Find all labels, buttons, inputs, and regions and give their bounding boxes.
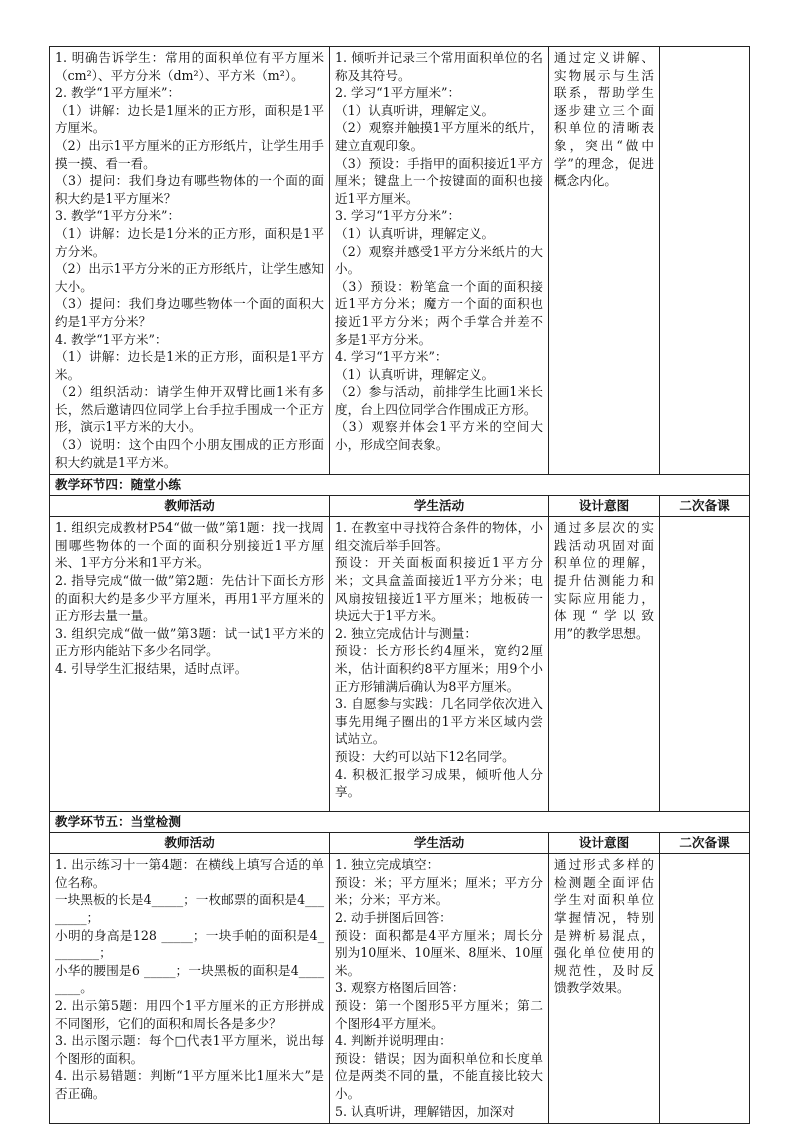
list-item: （1）认真听讲，理解定义。 bbox=[335, 102, 495, 118]
list-item: 4. 积极汇报学习成果，倾听他人分享。 bbox=[335, 766, 543, 800]
section4-header-row bbox=[50, 496, 750, 517]
list-item: （1）讲解：边长是1分米的正方形，面积是1平方分米。 bbox=[55, 225, 324, 259]
list-item: 预设：第一个图形5平方厘米；第二个图形4平方厘米。 bbox=[335, 998, 543, 1031]
list-item: （3）提问：我们身边有哪些物体的一个面的面积大约是1平方厘米？ bbox=[55, 173, 324, 206]
list-item: 4. 学习“1平方米”： bbox=[335, 349, 448, 365]
list-item: （2）出示1平方厘米的正方形纸片，让学生用手摸一摸、看一看。 bbox=[55, 137, 324, 171]
section4-title: 教学环节四：随堂小练 bbox=[50, 475, 750, 496]
header-student: 学生活动 bbox=[330, 833, 549, 854]
list-item: 预设：错误；因为面积单位和长度单位是两类不同的量，不能直接比较大小。 bbox=[335, 1050, 543, 1101]
list-item: 4. 出示易错题：判断“1平方厘米比1厘米大”是否正确。 bbox=[55, 1068, 324, 1101]
list-item: 2. 教学“1平方厘米”： bbox=[55, 85, 181, 101]
section5-title-row bbox=[50, 812, 750, 833]
section4-teacher-cell bbox=[50, 517, 330, 812]
block1-teacher-cell bbox=[50, 47, 330, 475]
design-intent-text: 通过定义讲解、实物展示与生活联系，帮助学生逐步建立三个面积单位的清晰表象，突出“做中学”的理念，促进概念内化。 bbox=[554, 50, 654, 189]
list-item: 2. 学习“1平方厘米”： bbox=[335, 85, 461, 101]
list-item: 预设：米；平方厘米；厘米；平方分米；分米；平方米。 bbox=[335, 874, 543, 908]
list-item: （1）认真听讲，理解定义。 bbox=[335, 225, 495, 241]
section4-student-cell bbox=[330, 517, 549, 812]
section5-teacher-cell bbox=[50, 854, 330, 1124]
list-item: 4. 判断并说明理由： bbox=[335, 1033, 452, 1049]
list-item: 预设：大约可以站下12名同学。 bbox=[335, 748, 515, 764]
list-item: 3. 组织完成“做一做”第3题：试一试1平方米的正方形内能站下多少名同学。 bbox=[55, 625, 324, 659]
section5-intent-cell bbox=[549, 854, 660, 1124]
lesson-plan-page bbox=[49, 46, 749, 1124]
list-item: （2）参与活动，前排学生比画1米长度，台上四位同学合作围成正方形。 bbox=[335, 384, 543, 417]
design-intent-text: 通过形式多样的检测题全面评估学生对面积单位掌握情况，特别是辨析易混点，强化单位使用的规范性，及时反馈教学效果。 bbox=[554, 857, 654, 996]
list-item: 1. 在教室中寻找符合条件的物体，小组交流后举手回答。 bbox=[335, 520, 543, 553]
list-item: （3）观察并体会1平方米的空间大小，形成空间表象。 bbox=[335, 419, 543, 453]
section4-title-row bbox=[50, 475, 750, 496]
list-item: 4. 引导学生汇报结果，适时点评。 bbox=[55, 661, 248, 676]
list-item: 预设：开关面板面积接近1平方分米；文具盒盖面接近1平方分米；电风扇按钮接近1平方厘米；地板砖一块远大于1平方米。 bbox=[335, 555, 543, 624]
section4-content-row bbox=[50, 517, 750, 812]
block1-secondary-cell bbox=[660, 47, 750, 475]
header-secondary: 二次备课 bbox=[660, 833, 750, 854]
section5-student-cell bbox=[330, 854, 549, 1124]
list-item: 一块黑板的长是4_____；一枚邮票的面积是4________； bbox=[55, 892, 324, 926]
list-item: 预设：面积都是4平方厘米；周长分别为10厘米、10厘米、8厘米、10厘米。 bbox=[335, 927, 543, 978]
list-item: 小华的腰围是6 _____；一块黑板的面积是4________。 bbox=[55, 962, 324, 996]
section4-secondary-cell bbox=[660, 517, 750, 812]
header-student: 学生活动 bbox=[330, 496, 549, 517]
section4-intent-cell bbox=[549, 517, 660, 812]
header-teacher: 教师活动 bbox=[50, 496, 330, 517]
list-item: 1. 独立完成填空： bbox=[335, 857, 440, 873]
list-item: （3）预设：粉笔盒一个面的面积接近1平方分米；魔方一个面的面积也接近1平方分米；两个手掌合并差不多是1平方分米。 bbox=[335, 278, 543, 347]
list-item: 1. 组织完成教材P54“做一做”第1题：找一找周围哪些物体的一个面的面积分别接近1平方厘米、1平方分米和1平方米。 bbox=[55, 520, 324, 571]
block1-student-cell bbox=[330, 47, 549, 475]
list-item: 3. 自愿参与实践：几名同学依次进入事先用绳子圈出的1平方米区域内尝试站立。 bbox=[335, 696, 543, 747]
list-item: （2）出示1平方分米的正方形纸片，让学生感知大小。 bbox=[55, 261, 324, 294]
list-item: 小明的身高是128 _____；一块手帕的面积是4________； bbox=[55, 927, 324, 961]
header-teacher: 教师活动 bbox=[50, 833, 330, 854]
list-item: 1. 出示练习十一第4题：在横线上填写合适的单位名称。 bbox=[55, 857, 324, 890]
list-item: （3）说明：这个由四个小朋友围成的正方形面积大约就是1平方米。 bbox=[55, 437, 324, 470]
list-item: 1. 明确告诉学生：常用的面积单位有平方厘米（cm²）、平方分米（dm²）、平方米（m²）。 bbox=[55, 50, 324, 83]
list-item: 2. 动手拼图后回答： bbox=[335, 910, 452, 926]
design-intent-text: 通过多层次的实践活动巩固对面积单位的理解，提升估测能力和实际应用能力，体现“学以致用”的教学思想。 bbox=[554, 520, 654, 641]
lesson-plan-table bbox=[49, 46, 750, 1124]
list-item: （2）观察并触摸1平方厘米的纸片，建立直观印象。 bbox=[335, 120, 543, 153]
list-item: （2）组织活动：请学生伸开双臂比画1米有多长，然后邀请四位同学上台手拉手围成一个正方形，演示1平方米的大小。 bbox=[55, 384, 324, 435]
header-intent: 设计意图 bbox=[549, 496, 660, 517]
list-item: （1）讲解：边长是1米的正方形，面积是1平方米。 bbox=[55, 349, 324, 382]
list-item: 4. 教学“1平方米”： bbox=[55, 331, 168, 347]
section5-content-row bbox=[50, 854, 750, 1124]
list-item: （1）讲解：边长是1厘米的正方形，面积是1平方厘米。 bbox=[55, 102, 324, 136]
block1-intent-cell bbox=[549, 47, 660, 475]
section5-title: 教学环节五：当堂检测 bbox=[50, 812, 750, 833]
list-item: 5. 认真听讲，理解错因，加深对 bbox=[335, 1103, 515, 1119]
list-item: （3）预设：手指甲的面积接近1平方厘米；键盘上一个按键面的面积也接近1平方厘米。 bbox=[335, 155, 543, 206]
list-item: 1. 倾听并记录三个常用面积单位的名称及其符号。 bbox=[335, 50, 543, 83]
list-item: 3. 学习“1平方分米”： bbox=[335, 208, 461, 224]
header-secondary: 二次备课 bbox=[660, 496, 750, 517]
list-item: 3. 观察方格图后回答： bbox=[335, 980, 465, 996]
list-item: 2. 指导完成“做一做”第2题：先估计下面长方形的面积大约是多少平方厘米，再用1平方厘米的正方形去量一量。 bbox=[55, 573, 324, 624]
list-item: 预设：长方形长约4厘米，宽约2厘米，估计面积约8平方厘米；用9个小正方形铺满后确认为8平方厘米。 bbox=[335, 643, 543, 694]
list-item: 3. 出示图示题：每个□代表1平方厘米，说出每个图形的面积。 bbox=[55, 1033, 324, 1066]
block1-row bbox=[50, 47, 750, 475]
list-item: 2. 独立完成估计与测量： bbox=[335, 625, 477, 641]
list-item: （1）认真听讲，理解定义。 bbox=[335, 366, 495, 382]
list-item: 3. 教学“1平方分米”： bbox=[55, 208, 181, 224]
list-item: 2. 出示第5题：用四个1平方厘米的正方形拼成不同图形，它们的面积和周长各是多少？ bbox=[55, 998, 324, 1031]
list-item: （3）提问：我们身边哪些物体一个面的面积大约是1平方分米？ bbox=[55, 296, 324, 329]
section5-header-row bbox=[50, 833, 750, 854]
header-intent: 设计意图 bbox=[549, 833, 660, 854]
section5-secondary-cell bbox=[660, 854, 750, 1124]
list-item: （2）观察并感受1平方分米纸片的大小。 bbox=[335, 243, 543, 277]
